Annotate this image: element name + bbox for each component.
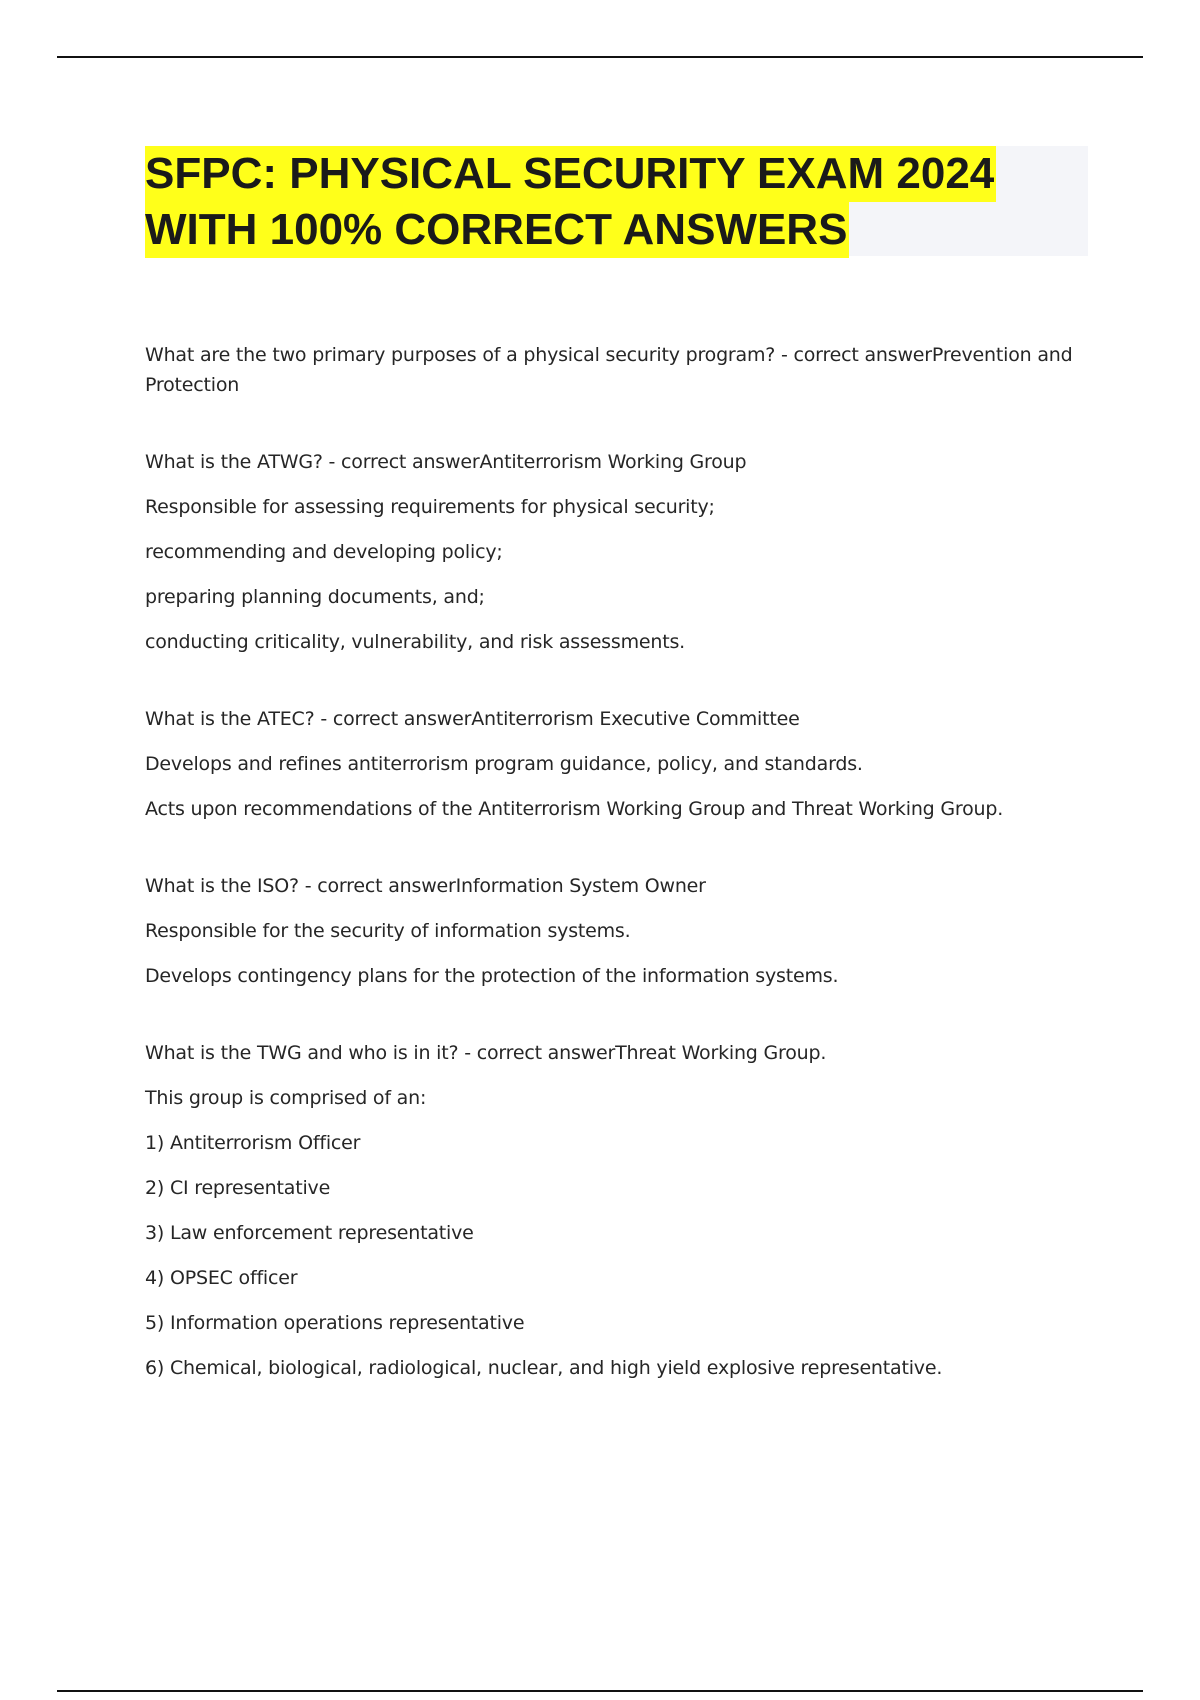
answer-detail: 3) Law enforcement representative — [145, 1222, 474, 1244]
document-title-line-2: WITH 100% CORRECT ANSWERS — [145, 202, 849, 258]
answer-detail: Develops and refines antiterrorism program guidance, policy, and standards. — [145, 753, 863, 775]
answer-detail: preparing planning documents, and; — [145, 586, 485, 608]
question-answer: What is the ISO? - correct answerInformation System Owner — [145, 875, 706, 897]
answer-detail: Responsible for the security of information systems. — [145, 920, 631, 942]
document-title-line-1: SFPC: PHYSICAL SECURITY EXAM 2024 — [145, 146, 996, 202]
qa-item — [145, 340, 1075, 400]
answer-detail: Acts upon recommendations of the Antiterrorism Working Group and Threat Working Group. — [145, 798, 1004, 820]
answer-detail: 2) CI representative — [145, 1177, 331, 1199]
question-answer: What are the two primary purposes of a physical security program? - correct answerPrevention and Protection — [145, 344, 1073, 396]
qa-item — [145, 1038, 1075, 1383]
qa-content — [145, 340, 1075, 1430]
answer-detail: 6) Chemical, biological, radiological, nuclear, and high yield explosive representative. — [145, 1357, 943, 1379]
question-answer: What is the ATEC? - correct answerAntiterrorism Executive Committee — [145, 708, 800, 730]
qa-item — [145, 871, 1075, 991]
answer-detail: recommending and developing policy; — [145, 541, 503, 563]
question-answer: What is the ATWG? - correct answerAntiterrorism Working Group — [145, 451, 747, 473]
answer-detail: This group is comprised of an: — [145, 1087, 427, 1109]
qa-item — [145, 447, 1075, 657]
bottom-rule — [57, 1690, 1143, 1692]
question-answer: What is the TWG and who is in it? - correct answerThreat Working Group. — [145, 1042, 827, 1064]
answer-detail: 1) Antiterrorism Officer — [145, 1132, 361, 1154]
answer-detail: conducting criticality, vulnerability, and risk assessments. — [145, 631, 686, 653]
qa-item — [145, 704, 1075, 824]
top-rule — [57, 56, 1143, 58]
answer-detail: Responsible for assessing requirements for physical security; — [145, 496, 715, 518]
answer-detail: 4) OPSEC officer — [145, 1267, 298, 1289]
answer-detail: Develops contingency plans for the protection of the information systems. — [145, 965, 839, 987]
answer-detail: 5) Information operations representative — [145, 1312, 525, 1334]
